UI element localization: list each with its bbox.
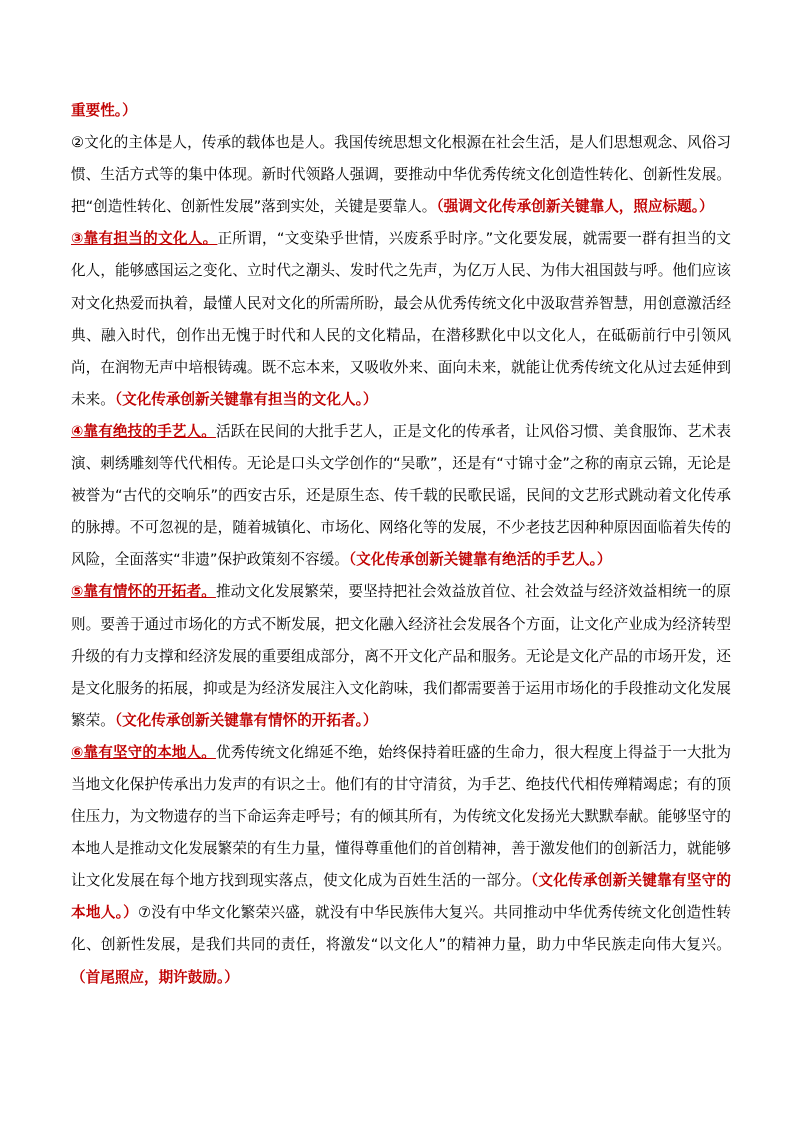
annotation-note: 重要性。） [71,102,137,119]
paragraph-body: 正所谓，“文变染乎世情，兴废系乎时序。”文化要发展，就需要一群有担当的文化人，能够感国运之变化、立时代之潮头、发时代之先声，为亿万人民、为伟大祖国鼓与呼。他们应该对文化热爱而执着，最懂人民对文化的所需所盼，最会从优秀传统文化中汲取营养智慧，用创意激活经典、融入时代，创作出无愧于时代和人民的文化精品，在潜移默化中以文化人，在砥砺前行中引领风尚，在润物无声中培根铸魂。既不忘本来，又吸收外来、面向未来，就能让优秀传统文化从过去延伸到未来。 [71,230,732,408]
section-heading: ③靠有担当的文化人。 [71,230,218,248]
paragraph-marker: ② [71,134,85,152]
paragraph-5 [71,576,731,736]
annotation-note: （文化传承创新关键靠有情怀的开拓者。） [114,711,378,729]
annotation-note: （文化传承创新关键靠有担当的文化人。） [114,390,378,408]
paragraph-4 [71,416,731,576]
paragraph-body: 推动文化发展繁荣，要坚持把社会效益放首位、社会效益与经济效益相统一的原则。要善于通过市场化的方式不断发展，把文化融入经济社会发展各个方面，让文化产业成为经济转型升级的有力支撑和经济发展的重要组成部分，离不开文化产品和服务。无论是文化产品的市场开发，还是文化服务的拓展，抑或是为经济发展注入文化韵味，我们都需要善于运用市场化的手段推动文化发展繁荣。 [71,583,731,729]
paragraph-body: 文化的主体是人，传承的载体也是人。我国传统思想文化根源在社会生活，是人们思想观念、风俗习惯、生活方式等的集中体现。新时代领路人强调，要推动中华优秀传统文化创造性转化、创新性发展。把“创造性转化、创新性发展”落到实处，关键是要靠人。 [71,134,731,216]
section-heading: ⑥靠有坚守的本地人。 [71,743,216,761]
annotation-note: （首尾照应，期许鼓励。） [71,968,239,986]
annotation-note: （强调文化传承创新关键靠人，照应标题。） [436,198,714,216]
paragraph-marker: ⑦ [138,904,152,922]
annotation-note: （文化传承创新关键靠有绝活的手艺人。） [348,551,612,569]
paragraph-3 [71,223,731,416]
paragraph-6 [71,737,731,994]
paragraph-2 [71,127,731,223]
annotation-note: （文化传承创新关键靠有坚守的本地人。） [71,872,731,922]
paragraph-intro-tail [71,95,731,127]
section-heading: ⑤靠有情怀的开拓者。 [71,583,216,601]
paragraph-body: 优秀传统文化绵延不绝，始终保持着旺盛的生命力，很大程度上得益于一大批为当地文化保护传承出力发声的有识之士。他们有的甘守清贫，为手艺、绝技代代相传殚精竭虑；有的顶住压力，为文物遗存的当下命运奔走呼号；有的倾其所有，为传统文化发扬光大默默奉献。能够坚守的本地人是推动文化发展繁荣的有生力量，懂得尊重他们的首创精神，善于激发他们的创新活力，就能够让文化发展在每个地方找到现实落点，使文化成为百姓生活的一部分。 [71,743,731,890]
document-page [71,95,731,994]
paragraph-body: 活跃在民间的大批手艺人，正是文化的传承者，让风俗习惯、美食服饰、艺术表演、刺绣雕刻等代代相传。无论是口头文学创作的“吴歌”，还是有“寸锦寸金”之称的南京云锦，无论是被誉为“古代的交响乐”的西安古乐，还是原生态、传千载的民歌民谣，民间的文艺形式跳动着文化传承的脉搏。不可忽视的是，随着城镇化、市场化、网络化等的发展，不少老技艺因种种原因面临着失传的风险，全面落实“非遗”保护政策刻不容缓。 [71,422,731,569]
paragraph-body: 没有中华文化繁荣兴盛，就没有中华民族伟大复兴。共同推动中华优秀传统文化创造性转化、创新性发展，是我们共同的责任，将激发“以文化人”的精神力量，助力中华民族走向伟大复兴。 [71,904,731,954]
section-heading: ④靠有绝技的手艺人。 [71,422,216,440]
